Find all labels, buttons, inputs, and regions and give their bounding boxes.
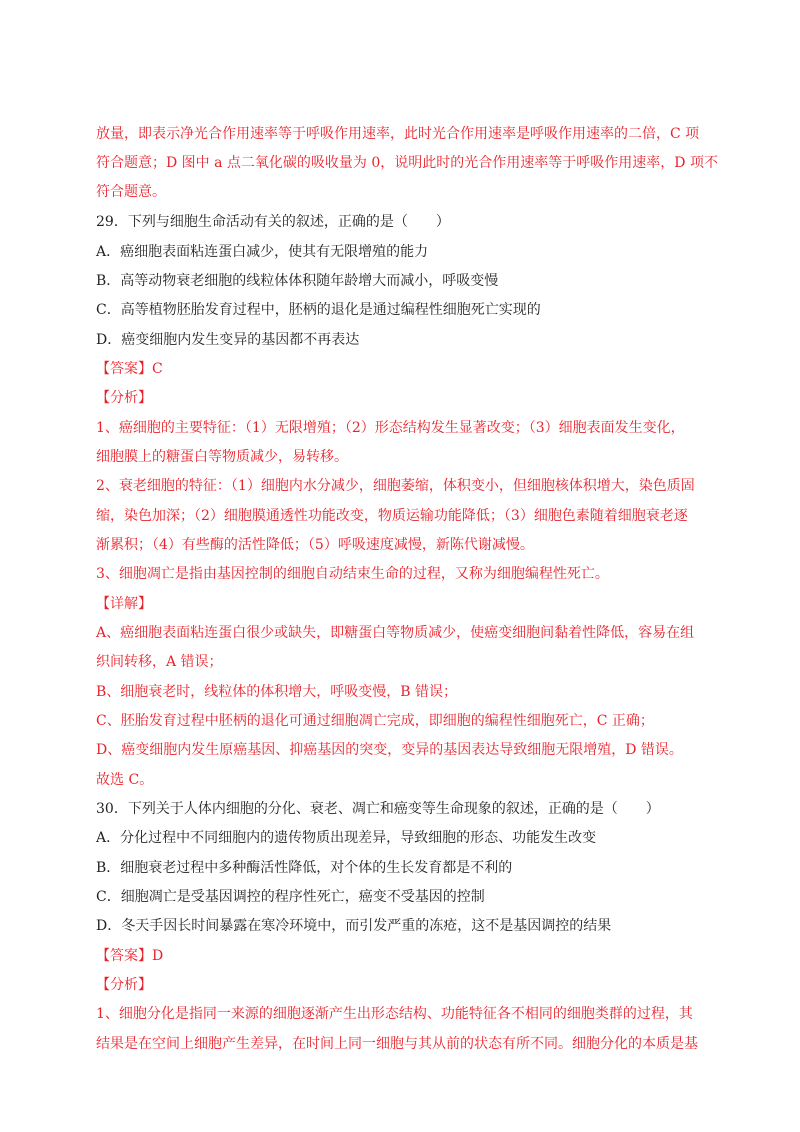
question-29-option-b: B．高等动物衰老细胞的线粒体体积随年龄增大而减小，呼吸变慢 <box>96 273 499 289</box>
explanation-line: 放量，即表示净光合作用速率等于呼吸作用速率，此时光合作用速率是呼吸作用速率的二倍，C 项 <box>96 126 700 142</box>
analysis-line: 3、细胞凋亡是指由基因控制的细胞自动结束生命的过程，又称为细胞编程性死亡。 <box>96 566 609 582</box>
question-30-option-c: C．细胞凋亡是受基因调控的程序性死亡，癌变不受基因的控制 <box>96 889 485 905</box>
question-30-option-b: B．细胞衰老过程中多种酶活性降低，对个体的生长发育都是不利的 <box>96 860 513 876</box>
detail-line: A、癌细胞表面粘连蛋白很少或缺失，即糖蛋白等物质减少，使癌变细胞间黏着性降低，容易在组 <box>96 625 695 641</box>
detail-line: 织间转移，A 错误； <box>96 654 223 670</box>
analysis-line: 2、衰老细胞的特征：（1）细胞内水分减少，细胞萎缩，体积变小，但细胞核体积增大，染色质固 <box>96 478 695 494</box>
detail-line: D、癌变细胞内发生原癌基因、抑癌基因的突变，变异的基因表达导致细胞无限增殖，D 错误。 <box>96 742 683 758</box>
question-30-stem: 30．下列关于人体内细胞的分化、衰老、凋亡和癌变等生命现象的叙述，正确的是（ ） <box>96 801 660 817</box>
question-29-option-a: A．癌细胞表面粘连蛋白减少，使其有无限增殖的能力 <box>96 244 429 260</box>
detail-line: C、胚胎发育过程中胚柄的退化可通过细胞凋亡完成，即细胞的编程性细胞死亡，C 正确； <box>96 713 654 729</box>
explanation-line: 符合题意。 <box>96 184 166 200</box>
analysis-line: 细胞膜上的糖蛋白等物质减少，易转移。 <box>96 449 348 465</box>
question-30-option-a: A．分化过程中不同细胞内的遗传物质出现差异，导致细胞的形态、功能发生改变 <box>96 830 597 846</box>
question-29-option-d: D．癌变细胞内发生变异的基因都不再表达 <box>96 332 360 348</box>
analysis-heading: 【分析】 <box>96 977 152 993</box>
question-29-stem: 29．下列与细胞生命活动有关的叙述，正确的是（ ） <box>96 214 450 230</box>
analysis-line: 渐累积；（4）有些酶的活性降低；（5）呼吸速度减慢，新陈代谢减慢。 <box>96 537 534 553</box>
explanation-line: 符合题意；D 图中 a 点二氧化碳的吸收量为 0，说明此时的光合作用速率等于呼吸作用速率，D 项不 <box>96 155 718 171</box>
question-29-option-c: C．高等植物胚胎发育过程中，胚柄的退化是通过编程性细胞死亡实现的 <box>96 302 541 318</box>
answer-heading: 【答案】D <box>96 948 164 964</box>
analysis-line: 缩，染色加深；（2）细胞膜通透性功能改变，物质运输功能降低；（3）细胞色素随着细胞衰老逐 <box>96 508 688 524</box>
analysis-line: 1、癌细胞的主要特征：（1）无限增殖；（2）形态结构发生显著改变；（3）细胞表面发生变化， <box>96 420 685 436</box>
question-30-option-d: D．冬天手因长时间暴露在寒冷环境中，而引发严重的冻疮，这不是基因调控的结果 <box>96 918 612 934</box>
detail-heading: 【详解】 <box>96 596 152 612</box>
analysis-heading: 【分析】 <box>96 390 152 406</box>
answer-heading: 【答案】C <box>96 361 163 377</box>
detail-line: B、细胞衰老时，线粒体的体积增大，呼吸变慢，B 错误； <box>96 684 458 700</box>
analysis-line: 结果是在空间上细胞产生差异，在时间上同一细胞与其从前的状态有所不同。细胞分化的本质是基 <box>96 1036 698 1052</box>
analysis-line: 1、细胞分化是指同一来源的细胞逐渐产生出形态结构、功能特征各不相同的细胞类群的过程，其 <box>96 1006 693 1022</box>
detail-conclusion: 故选 C。 <box>96 772 154 788</box>
